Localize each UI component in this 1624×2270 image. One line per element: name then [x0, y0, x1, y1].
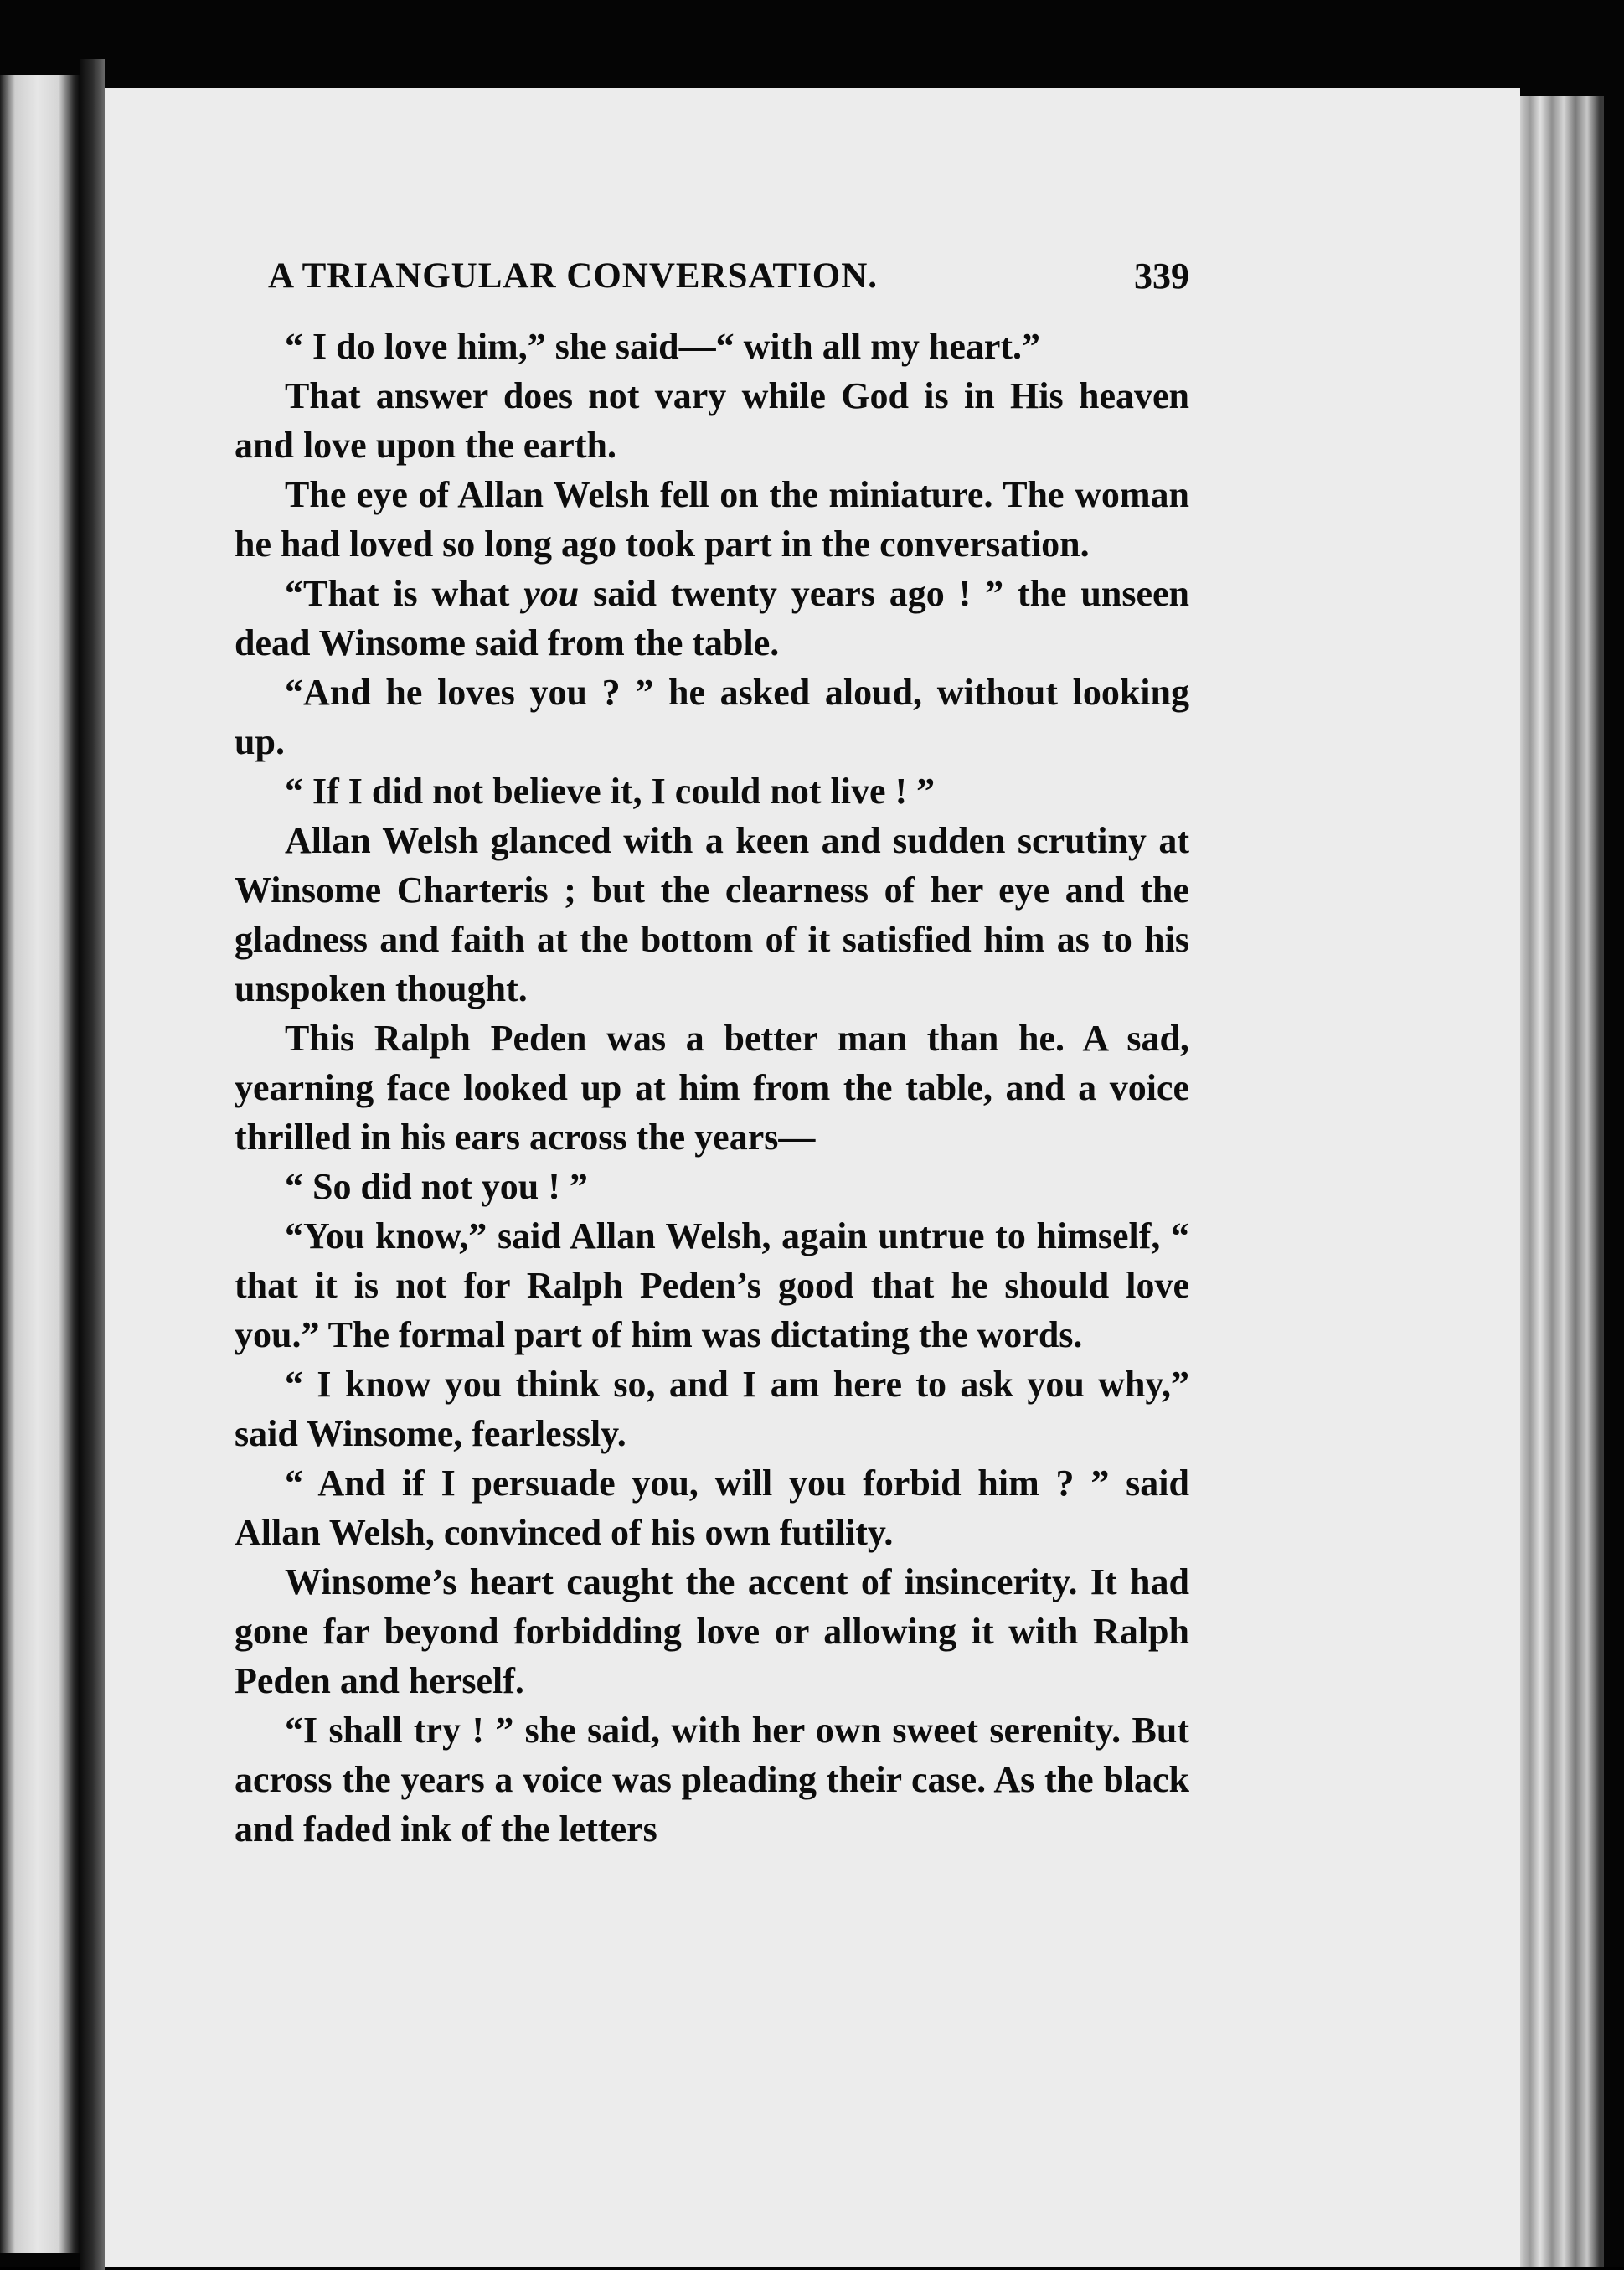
page-number: 339 [1134, 255, 1189, 297]
page-stack-edge [1520, 96, 1604, 2267]
paragraph-text-end: said twenty years ago ! ” the unseen dead Winsome said from the table. [235, 573, 1190, 663]
paragraph: The eye of Allan Welsh fell on the miniature. The woman he had loved so long ago took part in the conversation. [235, 474, 1189, 565]
paragraph: “You know,” said Allan Welsh, again untrue to himself, “ that it is not for Ralph Peden’s good that he should love you.” The formal part of him was dictating the words. [235, 1215, 1189, 1355]
previous-page-edge [0, 75, 80, 2253]
paragraph: “And he loves you ? ” he asked aloud, without looking up. [235, 672, 1189, 762]
page-header [235, 251, 1189, 310]
paragraph: “ I know you think so, and I am here to ask you why,” said Winsome, fearlessly. [235, 1364, 1189, 1454]
paragraph: Allan Welsh glanced with a keen and sudden scrutiny at Winsome Charteris ; but the clearness of her eye and the gladness and faith at the bottom of it satisfied him as to his unspoken thought. [235, 820, 1189, 1009]
paragraph: “ I do love him,” she said—“ with all my heart.” [285, 326, 1041, 367]
page-text [235, 251, 1189, 1854]
paragraph-text-start: “That is what [285, 573, 524, 614]
paragraph: “ So did not you ! ” [285, 1166, 588, 1207]
paragraph: “I shall try ! ” she said, with her own sweet serenity. But across the years a voice was pleading their case. As the black and faded ink of the letters [235, 1710, 1189, 1850]
paragraph: Winsome’s heart caught the accent of insincerity. It had gone far beyond forbidding love or allowing it with Ralph Peden and herself. [235, 1561, 1189, 1701]
book-gutter [80, 59, 105, 2270]
paragraph: This Ralph Peden was a better man than he. A sad, yearning face looked up at him from the table, and a voice thrilled in his ears across the years— [235, 1018, 1189, 1158]
paragraph [235, 569, 1189, 668]
paragraph: “ And if I persuade you, will you forbid him ? ” said Allan Welsh, convinced of his own futility. [235, 1463, 1189, 1553]
paragraph: That answer does not vary while God is in His heaven and love upon the earth. [235, 375, 1189, 466]
paragraph: “ If I did not believe it, I could not live ! ” [285, 771, 936, 812]
running-head: A TRIANGULAR CONVERSATION. [268, 256, 879, 296]
italic-word: you [523, 573, 580, 614]
